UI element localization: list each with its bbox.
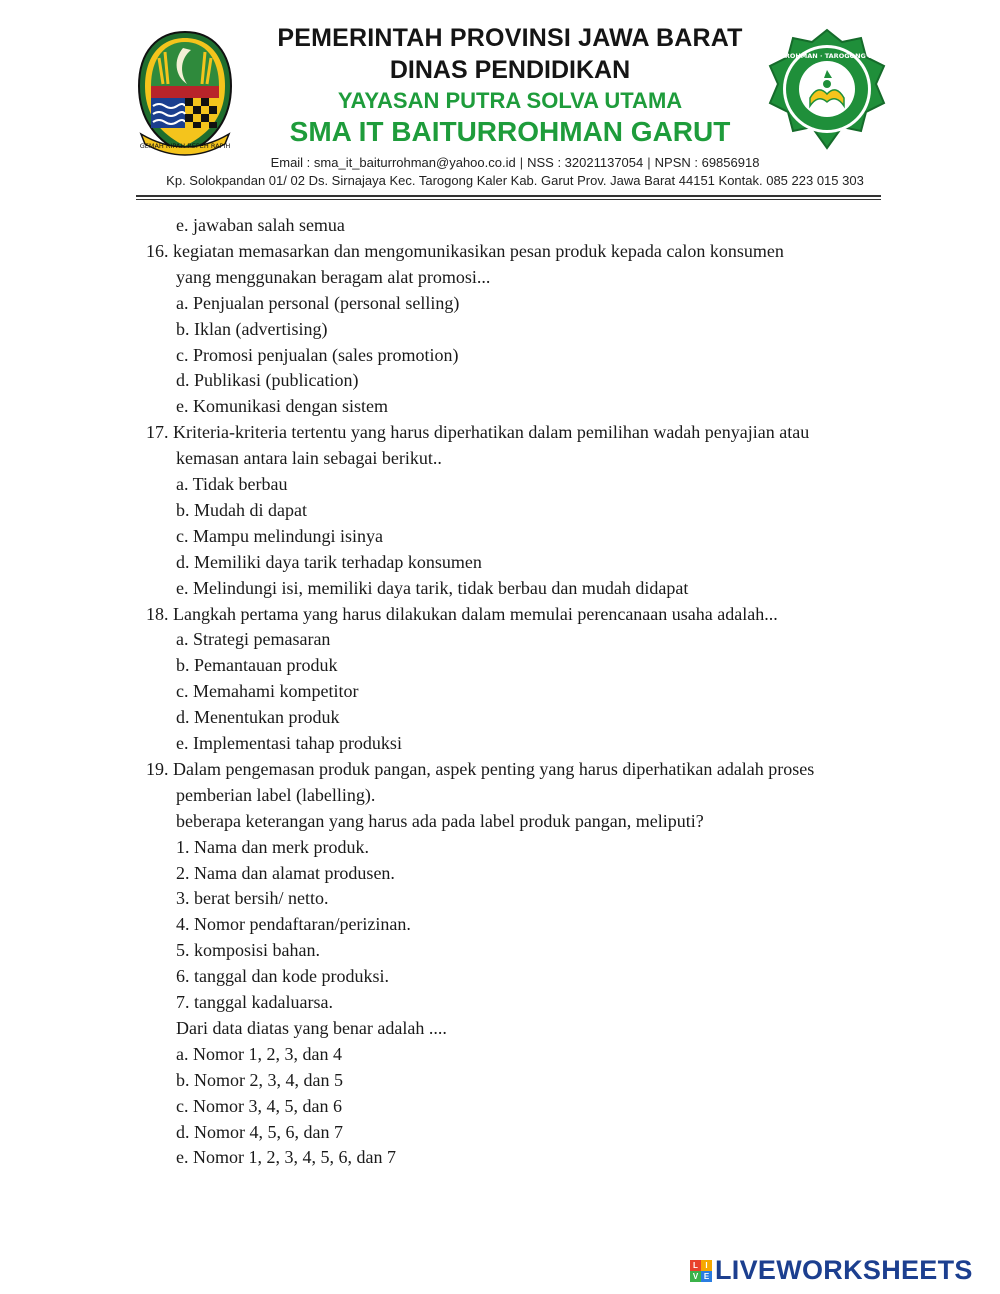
logo-tile: I [701,1260,712,1271]
logo-tile: V [690,1271,701,1282]
text-line: c. Mampu melindungi isinya [176,525,383,546]
text-line: c. Nomor 3, 4, 5, dan 6 [176,1095,342,1116]
text-line: 5. komposisi bahan. [176,940,320,961]
left-logo-motto: GEMAH RIPAH REPEH RAPIH [139,142,231,150]
text-line: a. Nomor 1, 2, 3, dan 4 [176,1043,342,1064]
letterhead [0,0,1000,205]
right-logo-text: SMA IT BAITURROHMAN · TAROGONG KALER · GARUT [730,52,924,60]
text-line: 6. tanggal dan kode produksi. [176,966,389,987]
logo-tile: E [701,1271,712,1282]
text-line: 2. Nama dan alamat produsen. [176,862,395,883]
text-line: b. Pemantauan produk [176,655,338,676]
text-line: e. Implementasi tahap produksi [176,733,402,753]
text-line: a. Tidak berbau [176,474,288,494]
text-line: Dari data diatas yang benar adalah .... [176,1017,447,1038]
nss-text: NSS : 32021137054 [527,155,644,170]
text-line: beberapa keterangan yang harus ada pada label produk pangan, meliputi? [176,810,704,831]
address-line: Kp. Solokpandan 01/ 02 Ds. Sirnajaya Kec. Tarogong Kaler Kab. Garut Prov. Jawa Barat 44151 Kontak. 085 223 015 303 [166,173,864,188]
text-line: d. Memiliki daya tarik terhadap konsumen [176,551,482,572]
letterhead-school-name: SMA IT BAITURROHMAN GARUT [289,116,731,147]
text-line: e. Melindungi isi, memiliki daya tarik, tidak berbau dan mudah didapat [176,577,689,598]
email-text: Email : sma_it_baiturrohman@yahoo.co.id [270,155,516,170]
west-java-emblem-logo [135,28,235,160]
question-line: 19. Dalam pengemasan produk pangan, aspek penting yang harus diperhatikan adalah proses [146,758,815,779]
text-line: c. Promosi penjualan (sales promotion) [176,344,459,365]
letterhead-divider-thin [136,199,881,200]
text-line: e. Komunikasi dengan sistem [176,396,388,417]
text-line: kemasan antara lain sebagai berikut.. [176,448,442,469]
text-line: b. Mudah di dapat [176,499,307,520]
question-line: 18. Langkah pertama yang harus dilakukan dalam memulai perencanaan usaha adalah... [146,603,778,624]
letterhead-line3: YAYASAN PUTRA SOLVA UTAMA [337,88,683,113]
liveworksheets-watermark [690,1255,973,1286]
text-line: 3. berat bersih/ netto. [176,888,329,909]
text-line: e. Nomor 1, 2, 3, 4, 5, 6, dan 7 [176,1147,396,1168]
text-line: 7. tanggal kadaluarsa. [176,992,333,1012]
text-line: d. Nomor 4, 5, 6, dan 7 [176,1121,343,1142]
text-line: d. Publikasi (publication) [176,370,359,391]
liveworksheets-wordmark: LIVEWORKSHEETS [715,1255,973,1285]
logo-tile: L [690,1260,701,1271]
text-line: d. Menentukan produk [176,707,340,728]
question-line: 17. Kriteria-kriteria tertentu yang harus diperhatikan dalam pemilihan wadah penyajian atau [146,422,810,443]
text-line: pemberian label (labelling). [176,784,376,805]
text-line: b. Iklan (advertising) [176,318,328,339]
letterhead-line1: PEMERINTAH PROVINSI JAWA BARAT [277,24,743,52]
text-line: 4. Nomor pendaftaran/perizinan. [176,914,411,935]
school-seal-logo [730,28,924,150]
letterhead-divider [136,195,881,197]
text-line: e. jawaban salah semua [176,215,345,235]
liveworksheets-logo-icon [690,1260,712,1282]
text-line: c. Memahami kompetitor [176,681,359,702]
text-line: yang menggunakan beragam alat promosi... [176,266,491,287]
contact-line: Email : sma_it_baiturrohman@yahoo.co.id | NSS : 32021137054 | NPSN : 69856918 [270,155,760,170]
npsn-text: NPSN : 69856918 [654,155,760,170]
text-line: b. Nomor 2, 3, 4, dan 5 [176,1069,343,1090]
text-line: a. Strategi pemasaran [176,629,331,650]
question-line: 16. kegiatan memasarkan dan mengomunikasikan pesan produk kepada calon konsumen [146,240,784,261]
text-line: a. Penjualan personal (personal selling) [176,292,460,313]
letterhead-line2: DINAS PENDIDIKAN [389,56,631,84]
text-line: 1. Nama dan merk produk. [176,836,369,857]
